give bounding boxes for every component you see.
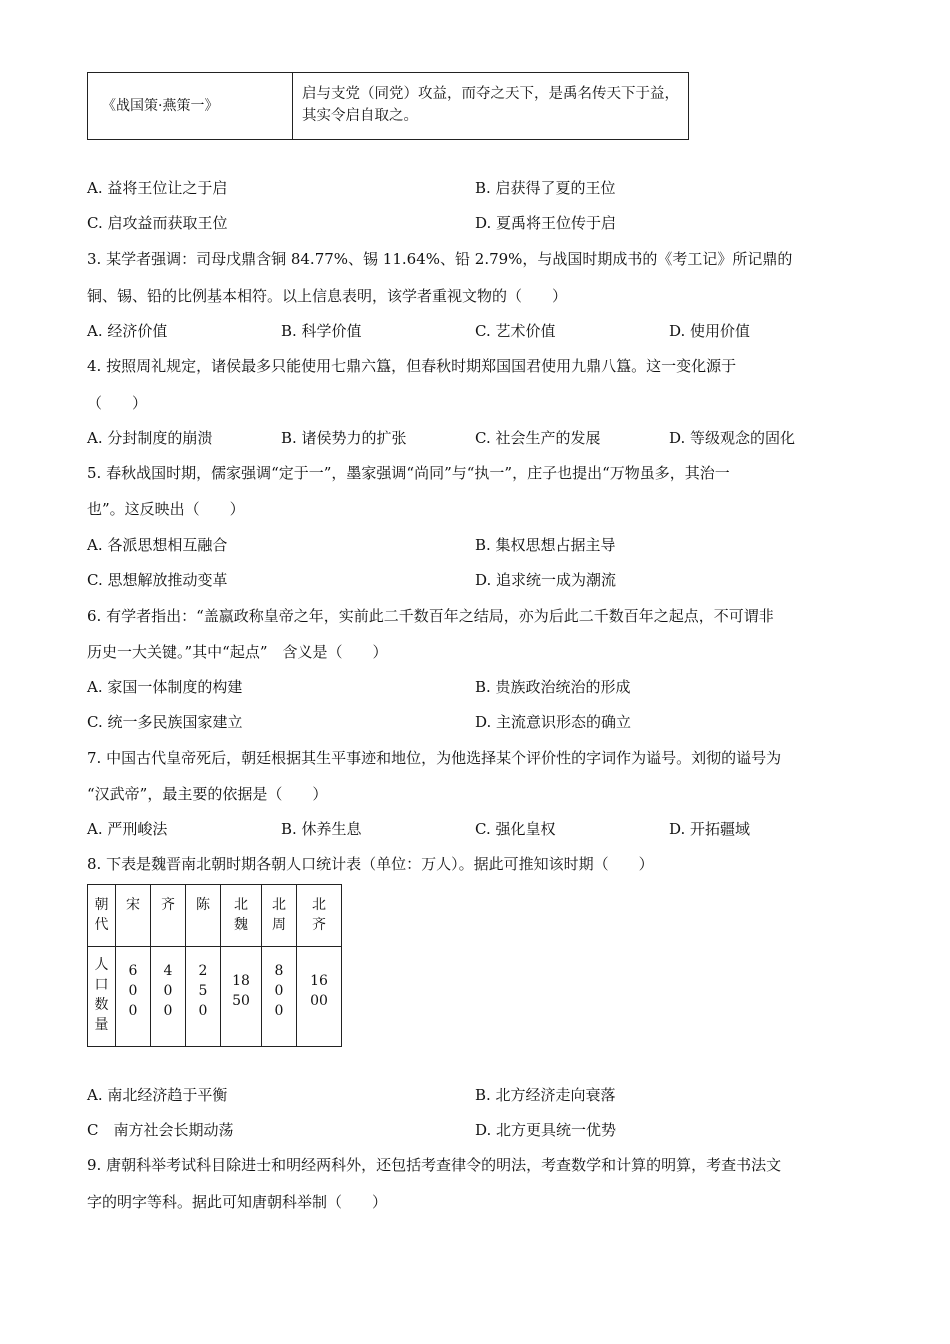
dynasty-beiwei: 北魏 [234, 897, 248, 933]
q5-option-b: B. 集权思想占据主导 [475, 536, 616, 554]
table-row [88, 947, 342, 1047]
population-qi: 400 [163, 963, 173, 1019]
q3-option-c: C. 艺术价值 [475, 322, 556, 340]
q4-stem-line1: 4. 按照周礼规定，诸侯最多只能使用七鼎六簋，但春秋时期郑国国君使用九鼎八簋。这一变化源于 [87, 357, 737, 375]
dynasty-beiqi: 北齐 [312, 897, 326, 933]
source-quote: 启与支党（同党）攻益，而夺之天下，是禹名传天下于益，其实令启自取之。 [302, 86, 679, 124]
population-cell [186, 947, 221, 1047]
table-divider [292, 73, 293, 139]
q5-stem-line2: 也”。这反映出（ ） [87, 500, 245, 518]
table-row [88, 885, 342, 947]
row-label-cell [88, 947, 116, 1047]
population-cell [297, 947, 342, 1047]
population-song: 600 [128, 963, 138, 1019]
dynasty-song: 宋 [126, 897, 140, 913]
q3-option-b: B. 科学价值 [281, 322, 362, 340]
dynasty-cell [116, 885, 151, 947]
q3-stem-line1: 3. 某学者强调：司母戊鼎含铜 84.77%、锡 11.64%、铅 2.79%，与战国时期成书的《考工记》所记鼎的 [87, 250, 793, 268]
q4-option-d: D. 等级观念的固化 [669, 429, 796, 447]
q3-option-d: D. 使用价值 [669, 322, 751, 340]
q8-stem-line1: 8. 下表是魏晋南北朝时期各朝人口统计表（单位：万人）。据此可推知该时期（ ） [87, 855, 654, 873]
q6-option-a: A. 家国一体制度的构建 [87, 678, 243, 696]
dynasty-cell [297, 885, 342, 947]
q7-stem-line1: 7. 中国古代皇帝死后，朝廷根据其生平事迹和地位，为他选择某个评价性的字词作为谥号。刘彻的谥号为 [87, 749, 782, 767]
dynasty-cell [186, 885, 221, 947]
q5-option-d: D. 追求统一成为潮流 [475, 571, 617, 589]
q7-option-c: C. 强化皇权 [475, 820, 556, 838]
dynasty-qi: 齐 [161, 897, 175, 913]
population-cell [262, 947, 297, 1047]
q8-option-a: A. 南北经济趋于平衡 [87, 1086, 228, 1104]
q4-stem-line2: （ ） [87, 394, 148, 412]
q2-option-c: C. 启攻益而获取王位 [87, 214, 228, 232]
header-label: 朝代 [94, 897, 109, 933]
population-chen: 250 [198, 963, 208, 1019]
q7-option-d: D. 开拓疆域 [669, 820, 751, 838]
q5-option-a: A. 各派思想相互融合 [87, 536, 228, 554]
q9-stem-line1: 9. 唐朝科举考试科目除进士和明经两科外，还包括考查律令的明法，考查数学和计算的明算，考查书法文 [87, 1156, 782, 1174]
q7-option-a: A. 严刑峻法 [87, 820, 168, 838]
source-table [87, 72, 689, 140]
dynasty-cell [262, 885, 297, 947]
source-title: 《战国策·燕策一》 [102, 98, 219, 114]
q3-stem-line2: 铜、锡、铅的比例基本相符。以上信息表明，该学者重视文物的（ ） [87, 287, 568, 305]
header-label-cell [88, 885, 116, 947]
population-beizhou: 800 [274, 963, 284, 1019]
q8-option-d: D. 北方更具统一优势 [475, 1121, 617, 1139]
q2-option-b: B. 启获得了夏的王位 [475, 179, 616, 197]
population-beiqi: 1600 [310, 973, 328, 1009]
q6-stem-line1: 6. 有学者指出：“盖嬴政称皇帝之年，实前此二千数百年之结局，亦为后此二千数百年之起点，不可谓非 [87, 607, 774, 625]
q8-option-c: C 南方社会长期动荡 [87, 1121, 234, 1139]
q4-option-b: B. 诸侯势力的扩张 [281, 429, 407, 447]
dynasty-beizhou: 北周 [272, 897, 286, 933]
population-table [87, 884, 342, 1047]
q4-option-c: C. 社会生产的发展 [475, 429, 601, 447]
dynasty-cell [221, 885, 262, 947]
q7-option-b: B. 休养生息 [281, 820, 362, 838]
q4-option-a: A. 分封制度的崩溃 [87, 429, 213, 447]
q2-option-d: D. 夏禹将王位传于启 [475, 214, 617, 232]
q3-option-a: A. 经济价值 [87, 322, 168, 340]
population-beiwei: 1850 [232, 973, 250, 1009]
population-cell [116, 947, 151, 1047]
q6-option-c: C. 统一多民族国家建立 [87, 713, 243, 731]
dynasty-cell [151, 885, 186, 947]
population-cell [221, 947, 262, 1047]
q8-option-b: B. 北方经济走向衰落 [475, 1086, 616, 1104]
q9-stem-line2: 字的明字等科。据此可知唐朝科举制（ ） [87, 1193, 388, 1211]
population-cell [151, 947, 186, 1047]
q6-option-b: B. 贵族政治统治的形成 [475, 678, 631, 696]
row-label: 人口数量 [94, 957, 109, 1033]
dynasty-chen: 陈 [196, 897, 210, 913]
q2-option-a: A. 益将王位让之于启 [87, 179, 228, 197]
q5-option-c: C. 思想解放推动变革 [87, 571, 228, 589]
q6-option-d: D. 主流意识形态的确立 [475, 713, 632, 731]
q6-stem-line2: 历史一大关键。”其中“起点” 含义是（ ） [87, 643, 388, 661]
q5-stem-line1: 5. 春秋战国时期，儒家强调“定于一”，墨家强调“尚同”与“执一”，庄子也提出“万物虽多，其治一 [87, 464, 730, 482]
q7-stem-line2: “汉武帝”，最主要的依据是（ ） [87, 785, 328, 803]
